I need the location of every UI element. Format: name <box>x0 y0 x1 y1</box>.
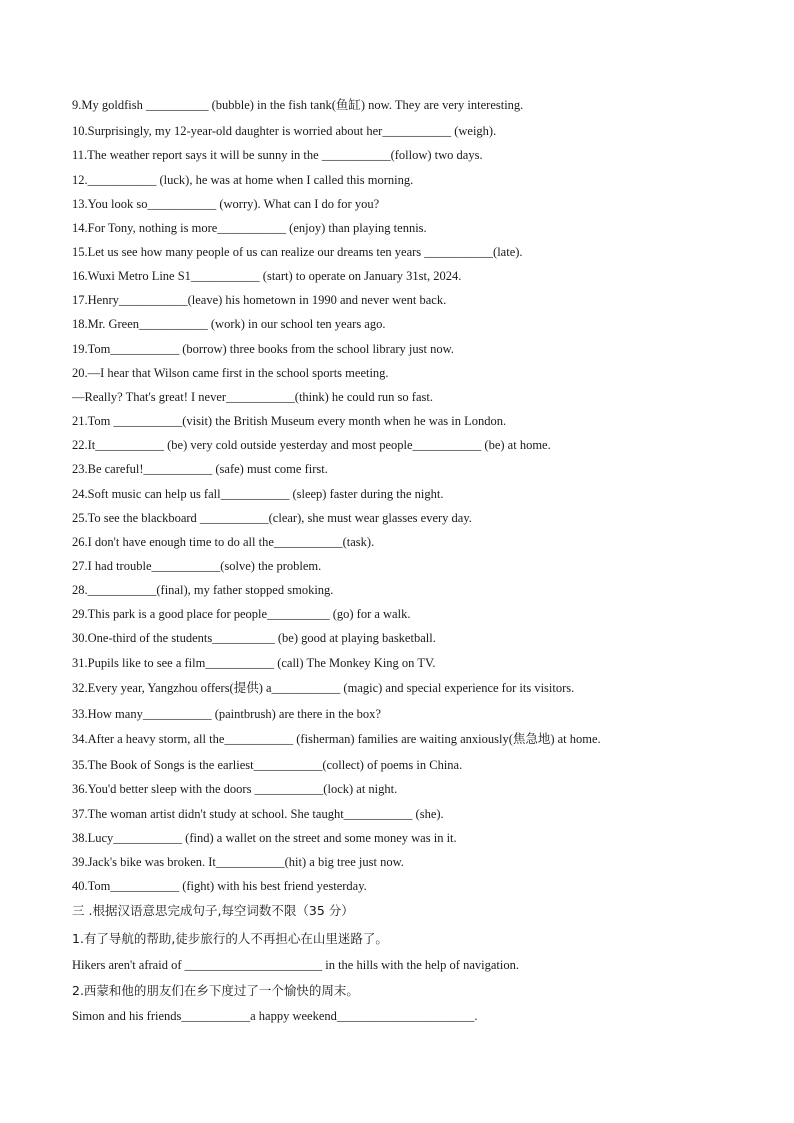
question-19: 19.Tom___________ (borrow) three books from the school library just now. <box>72 342 454 356</box>
question-39: 39.Jack's bike was broken. It___________(hit) a big tree just now. <box>72 855 404 869</box>
question-32: 32.Every year, Yangzhou offers(提供) a___________ (magic) and special experience for its visitors. <box>72 681 575 695</box>
question-31: 31.Pupils like to see a film___________ (call) The Monkey King on TV. <box>72 656 436 670</box>
question-12: 12.___________ (luck), he was at home when I called this morning. <box>72 173 414 187</box>
section-3-item-2-english: Simon and his friends___________a happy weekend______________________. <box>72 1009 478 1023</box>
question-34: 34.After a heavy storm, all the___________ (fisherman) families are waiting anxiously(焦急地) at home. <box>72 732 601 746</box>
question-20-reply: —Really? That's great! I never___________(think) he could run so fast. <box>72 390 433 404</box>
question-22: 22.It___________ (be) very cold outside yesterday and most people___________ (be) at home. <box>72 438 551 452</box>
section-3-item-2-chinese: 2.西蒙和他的朋友们在乡下度过了一个愉快的周末。 <box>72 983 359 998</box>
section-3-item-1-english: Hikers aren't afraid of ______________________ in the hills with the help of navigation. <box>72 958 519 972</box>
question-23: 23.Be careful!___________ (safe) must come first. <box>72 462 328 476</box>
question-20: 20.—I hear that Wilson came first in the school sports meeting. <box>72 366 389 380</box>
question-18: 18.Mr. Green___________ (work) in our school ten years ago. <box>72 317 386 331</box>
question-9: 9.My goldfish __________ (bubble) in the fish tank(鱼缸) now. They are very interesting. <box>72 98 524 112</box>
question-30: 30.One-third of the students__________ (be) good at playing basketball. <box>72 631 436 645</box>
question-14: 14.For Tony, nothing is more___________ (enjoy) than playing tennis. <box>72 221 427 235</box>
question-24: 24.Soft music can help us fall___________ (sleep) faster during the night. <box>72 487 444 501</box>
question-27: 27.I had trouble___________(solve) the problem. <box>72 559 322 573</box>
question-37: 37.The woman artist didn't study at school. She taught___________ (she). <box>72 807 444 821</box>
question-15: 15.Let us see how many people of us can realize our dreams ten years ___________(late). <box>72 245 523 259</box>
section-3-item-1-chinese: 1.有了导航的帮助,徒步旅行的人不再担心在山里迷路了。 <box>72 931 388 946</box>
question-33: 33.How many___________ (paintbrush) are there in the box? <box>72 707 381 721</box>
question-16: 16.Wuxi Metro Line S1___________ (start) to operate on January 31st, 2024. <box>72 269 462 283</box>
question-35: 35.The Book of Songs is the earliest___________(collect) of poems in China. <box>72 758 463 772</box>
question-21: 21.Tom ___________(visit) the British Museum every month when he was in London. <box>72 414 507 428</box>
section-3-heading: 三 .根据汉语意思完成句子,每空词数不限（35 分） <box>72 903 354 918</box>
question-26: 26.I don't have enough time to do all the___________(task). <box>72 535 375 549</box>
question-29: 29.This park is a good place for people__________ (go) for a walk. <box>72 607 411 621</box>
question-36: 36.You'd better sleep with the doors ___________(lock) at night. <box>72 782 398 796</box>
question-10: 10.Surprisingly, my 12-year-old daughter is worried about her___________ (weigh). <box>72 124 497 138</box>
question-17: 17.Henry___________(leave) his hometown in 1990 and never went back. <box>72 293 447 307</box>
question-28: 28.___________(final), my father stopped smoking. <box>72 583 334 597</box>
question-38: 38.Lucy___________ (find) a wallet on the street and some money was in it. <box>72 831 457 845</box>
question-25: 25.To see the blackboard ___________(clear), she must wear glasses every day. <box>72 511 472 525</box>
question-13: 13.You look so___________ (worry). What can I do for you? <box>72 197 380 211</box>
question-40: 40.Tom___________ (fight) with his best friend yesterday. <box>72 879 367 893</box>
question-11: 11.The weather report says it will be sunny in the ___________(follow) two days. <box>72 148 483 162</box>
